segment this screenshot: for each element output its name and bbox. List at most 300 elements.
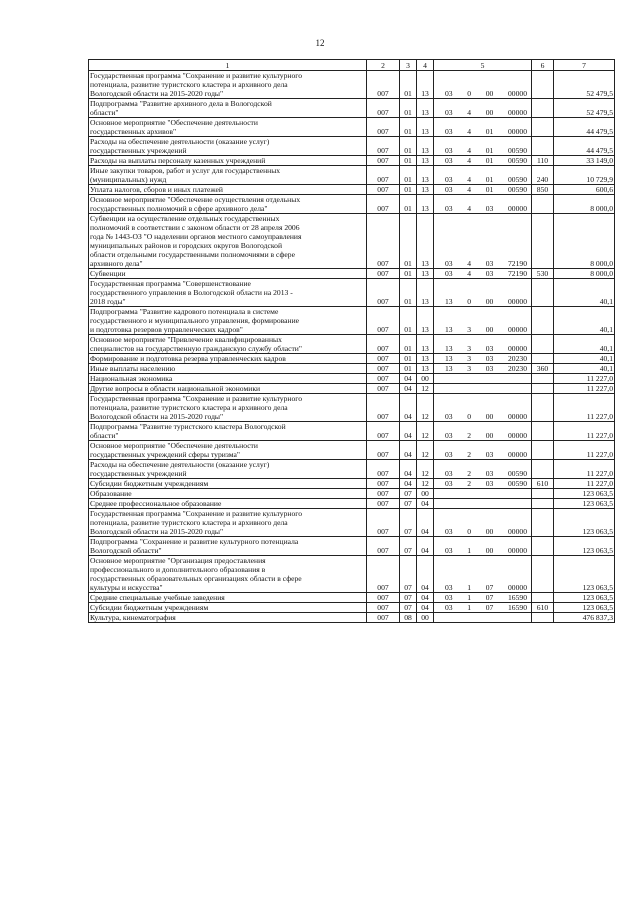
header-cell: 5 [434,60,532,71]
target-article-code [435,156,530,165]
row-code-subsection: 13 [417,99,434,118]
header-cell: 3 [400,60,417,71]
target-code-part: 07 [485,593,494,602]
row-name: Субсидии бюджетным учреждениям [89,479,367,489]
row-name: Формирование и подготовка резерва управленческих кадров [89,354,367,364]
row-amount: 123 063,5 [554,499,615,509]
row-amount: 33 149,0 [554,156,615,166]
row-code-ministry: 007 [367,166,400,185]
row-name: Основное мероприятие "Обеспечение осуществления отдельных государственных полномочий в сфере архивного дела" [89,195,367,214]
row-amount: 11 227,0 [554,384,615,394]
row-expense-type [532,374,554,384]
row-code-ministry: 007 [367,185,400,195]
row-code-subsection: 12 [417,460,434,479]
row-code-ministry: 007 [367,613,400,623]
target-article-code [435,344,530,353]
row-target-article [434,99,532,118]
row-code-subsection: 00 [417,374,434,384]
table-row [89,394,615,422]
table-row [89,279,615,307]
target-code-part: 03 [445,204,453,213]
target-code-part: 4 [467,108,472,117]
target-article-code [435,412,530,421]
row-code-section: 01 [400,99,417,118]
row-code-ministry: 007 [367,509,400,537]
row-target-article [434,509,532,537]
row-name: Государственная программа "Совершенствование государственного управления в Вологодской области на 2013 - 2018 годы" [89,279,367,307]
row-code-section: 01 [400,118,417,137]
target-code-part: 01 [485,175,494,184]
row-amount: 123 063,5 [554,509,615,537]
target-code-part: 03 [445,89,453,98]
row-name: Культура, кинематография [89,613,367,623]
row-code-ministry: 007 [367,479,400,489]
row-code-subsection: 04 [417,603,434,613]
row-code-section: 07 [400,537,417,556]
target-code-part: 4 [467,146,472,155]
target-code-part: 03 [485,344,494,353]
row-expense-type [532,384,554,394]
table-row [89,307,615,335]
target-code-part: 4 [467,185,472,194]
row-name: Расходы на выплаты персоналу казенных учреждений [89,156,367,166]
row-code-subsection: 04 [417,509,434,537]
row-expense-type [532,556,554,593]
target-code-part: 3 [467,364,472,373]
target-code-part: 07 [485,603,494,612]
target-article-code [435,297,530,306]
row-amount: 11 227,0 [554,374,615,384]
row-amount: 8 000,0 [554,214,615,269]
target-code-part: 16590 [508,593,527,602]
row-target-article [434,195,532,214]
table-row [89,166,615,185]
target-article-code [435,364,530,373]
row-code-section: 01 [400,214,417,269]
row-code-subsection: 13 [417,354,434,364]
target-code-part: 00590 [508,479,527,488]
row-name: Другие вопросы в области национальной экономики [89,384,367,394]
row-code-ministry: 007 [367,603,400,613]
target-code-part: 4 [467,259,472,268]
row-code-ministry: 007 [367,137,400,156]
target-article-code [435,593,530,602]
row-code-section: 07 [400,509,417,537]
row-amount: 123 063,5 [554,556,615,593]
row-code-section: 01 [400,137,417,156]
row-expense-type [532,489,554,499]
row-target-article [434,335,532,354]
row-target-article [434,537,532,556]
row-code-ministry: 007 [367,489,400,499]
row-amount: 40,1 [554,335,615,354]
row-code-ministry: 007 [367,118,400,137]
row-code-section: 04 [400,384,417,394]
row-expense-type [532,509,554,537]
target-article-code [435,546,530,555]
row-expense-type [532,394,554,422]
target-article-code [435,325,530,334]
row-code-ministry: 007 [367,374,400,384]
row-code-section: 04 [400,394,417,422]
row-code-subsection: 13 [417,166,434,185]
target-code-part: 00 [485,431,494,440]
row-code-ministry: 007 [367,394,400,422]
row-name: Субсидии бюджетным учреждениям [89,603,367,613]
row-name: Иные выплаты населению [89,364,367,374]
target-code-part: 03 [445,156,453,165]
target-code-part: 20230 [508,364,527,373]
target-code-part: 00590 [508,469,527,478]
target-code-part: 00590 [508,156,527,165]
target-code-part: 03 [445,185,453,194]
row-name: Подпрограмма "Развитие архивного дела в Вологодской области" [89,99,367,118]
row-code-subsection: 13 [417,195,434,214]
row-code-ministry: 007 [367,556,400,593]
row-code-ministry: 007 [367,354,400,364]
target-code-part: 03 [445,450,453,459]
row-target-article [434,394,532,422]
row-code-subsection: 13 [417,214,434,269]
row-code-section: 01 [400,166,417,185]
row-amount: 123 063,5 [554,537,615,556]
row-code-ministry: 007 [367,71,400,99]
row-target-article [434,422,532,441]
target-code-part: 03 [485,364,494,373]
row-expense-type [532,613,554,623]
target-code-part: 4 [467,175,472,184]
row-expense-type [532,593,554,603]
target-code-part: 00000 [508,204,527,213]
row-target-article [434,354,532,364]
table-row [89,195,615,214]
target-code-part: 01 [485,185,494,194]
row-expense-type: 610 [532,479,554,489]
row-code-subsection: 04 [417,537,434,556]
target-code-part: 4 [467,156,472,165]
row-target-article [434,603,532,613]
table-row [89,374,615,384]
table-row [89,364,615,374]
row-amount: 11 227,0 [554,479,615,489]
table-row [89,556,615,593]
row-code-subsection: 12 [417,422,434,441]
row-name: Уплата налогов, сборов и иных платежей [89,185,367,195]
target-code-part: 1 [467,603,472,612]
row-code-subsection: 00 [417,489,434,499]
row-target-article [434,441,532,460]
row-amount: 11 227,0 [554,441,615,460]
row-code-section: 04 [400,441,417,460]
row-code-section: 01 [400,354,417,364]
row-expense-type: 360 [532,364,554,374]
target-article-code [435,127,530,136]
row-code-subsection: 04 [417,499,434,509]
table-row [89,489,615,499]
row-name: Подпрограмма "Развитие туристского кластера Вологодской области" [89,422,367,441]
target-code-part: 72190 [508,269,527,278]
row-code-section: 07 [400,593,417,603]
target-code-part: 4 [467,127,472,136]
row-code-section: 01 [400,335,417,354]
row-expense-type: 530 [532,269,554,279]
target-article-code [435,259,530,268]
row-code-section: 01 [400,71,417,99]
target-code-part: 00000 [508,127,527,136]
row-target-article [434,593,532,603]
row-code-subsection: 13 [417,118,434,137]
target-code-part: 01 [485,146,494,155]
budget-table [88,59,615,623]
row-name: Основное мероприятие "Обеспечение деятельности государственных архивов" [89,118,367,137]
row-amount: 44 479,5 [554,137,615,156]
target-code-part: 03 [445,431,453,440]
row-code-section: 07 [400,499,417,509]
table-row [89,71,615,99]
target-code-part: 00 [485,527,494,536]
target-code-part: 00 [485,108,494,117]
row-expense-type [532,137,554,156]
row-amount: 476 837,3 [554,613,615,623]
target-code-part: 00000 [508,325,527,334]
row-expense-type: 610 [532,603,554,613]
row-name: Основное мероприятие "Привлечение квалифицированных специалистов на государственную гражданскую службу области" [89,335,367,354]
target-code-part: 16590 [508,603,527,612]
target-code-part: 00000 [508,546,527,555]
target-code-part: 00000 [508,297,527,306]
target-code-part: 00 [485,89,494,98]
target-code-part: 2 [467,469,472,478]
row-target-article [434,613,532,623]
table-row [89,156,615,166]
header-cell: 4 [417,60,434,71]
row-amount: 600,6 [554,185,615,195]
target-article-code [435,185,530,194]
row-code-ministry: 007 [367,269,400,279]
row-expense-type [532,71,554,99]
row-amount: 10 729,9 [554,166,615,185]
table-row [89,537,615,556]
table-row [89,269,615,279]
row-expense-type [532,99,554,118]
target-code-part: 4 [467,269,472,278]
target-code-part: 03 [445,527,453,536]
table-row [89,499,615,509]
table-row [89,118,615,137]
target-code-part: 03 [485,469,494,478]
row-amount: 123 063,5 [554,603,615,613]
table-body [89,71,615,623]
target-code-part: 2 [467,431,472,440]
row-code-section: 07 [400,556,417,593]
row-expense-type [532,118,554,137]
row-name: Государственная программа "Сохранение и развитие культурного потенциала, развитие туристского кластера и архивного дела Вологодской области на 2015-2020 годы" [89,394,367,422]
target-code-part: 03 [485,204,494,213]
row-target-article [434,307,532,335]
target-article-code [435,175,530,184]
row-target-article [434,156,532,166]
target-code-part: 13 [445,354,453,363]
target-code-part: 03 [485,479,494,488]
target-code-part: 00000 [508,527,527,536]
row-name: Расходы на обеспечение деятельности (оказание услуг) государственных учреждений [89,137,367,156]
row-code-section: 01 [400,307,417,335]
row-code-section: 07 [400,603,417,613]
row-code-ministry: 007 [367,422,400,441]
target-code-part: 00 [485,412,494,421]
row-target-article [434,137,532,156]
row-expense-type [532,499,554,509]
row-expense-type: 850 [532,185,554,195]
row-code-subsection: 12 [417,384,434,394]
target-code-part: 3 [467,344,472,353]
row-code-subsection: 12 [417,479,434,489]
row-name: Среднее профессиональное образование [89,499,367,509]
target-code-part: 00590 [508,185,527,194]
target-code-part: 03 [445,479,453,488]
target-code-part: 00000 [508,108,527,117]
target-code-part: 03 [445,593,453,602]
target-code-part: 0 [467,527,472,536]
target-code-part: 00000 [508,344,527,353]
row-code-ministry: 007 [367,195,400,214]
target-code-part: 2 [467,450,472,459]
table-row [89,509,615,537]
row-target-article [434,460,532,479]
header-cell: 6 [532,60,554,71]
target-code-part: 3 [467,325,472,334]
target-code-part: 00000 [508,412,527,421]
row-target-article [434,269,532,279]
row-code-subsection: 13 [417,137,434,156]
target-code-part: 2 [467,479,472,488]
row-code-section: 04 [400,460,417,479]
row-code-ministry: 007 [367,335,400,354]
row-target-article [434,479,532,489]
row-code-ministry: 007 [367,307,400,335]
row-code-ministry: 007 [367,593,400,603]
row-code-subsection: 04 [417,556,434,593]
row-code-section: 04 [400,374,417,384]
row-code-ministry: 007 [367,156,400,166]
target-article-code [435,583,530,592]
target-code-part: 00000 [508,450,527,459]
row-name: Расходы на обеспечение деятельности (оказание услуг) государственных учреждений [89,460,367,479]
target-article-code [435,354,530,363]
row-code-subsection: 13 [417,307,434,335]
row-code-ministry: 007 [367,441,400,460]
row-code-subsection: 13 [417,156,434,166]
table-row [89,335,615,354]
row-target-article [434,71,532,99]
target-code-part: 0 [467,89,472,98]
table-row [89,185,615,195]
row-expense-type [532,460,554,479]
row-code-ministry: 007 [367,537,400,556]
target-code-part: 03 [445,127,453,136]
row-code-ministry: 007 [367,499,400,509]
row-expense-type: 240 [532,166,554,185]
row-expense-type [532,195,554,214]
row-code-section: 08 [400,613,417,623]
row-amount: 8 000,0 [554,269,615,279]
target-code-part: 1 [467,593,472,602]
target-code-part: 3 [467,354,472,363]
row-target-article [434,556,532,593]
row-target-article [434,118,532,137]
row-code-section: 01 [400,269,417,279]
target-code-part: 00 [485,546,494,555]
target-code-part: 03 [445,412,453,421]
target-code-part: 00 [485,297,494,306]
row-amount: 123 063,5 [554,593,615,603]
row-code-subsection: 00 [417,613,434,623]
header-cell: 2 [367,60,400,71]
row-amount: 123 063,5 [554,489,615,499]
target-code-part: 03 [485,269,494,278]
target-code-part: 72190 [508,259,527,268]
row-code-section: 07 [400,489,417,499]
row-target-article [434,364,532,374]
row-code-ministry: 007 [367,279,400,307]
target-code-part: 20230 [508,354,527,363]
table-row [89,422,615,441]
target-article-code [435,469,530,478]
target-code-part: 03 [445,146,453,155]
row-target-article [434,489,532,499]
target-code-part: 07 [485,583,494,592]
row-name: Подпрограмма "Развитие кадрового потенциала в системе государственного и муниципального управления, формирование и подготовка резервов управленческих кадров" [89,307,367,335]
row-code-ministry: 007 [367,214,400,269]
row-code-section: 04 [400,479,417,489]
table-row [89,479,615,489]
row-amount: 8 000,0 [554,195,615,214]
table-row [89,214,615,269]
row-expense-type [532,422,554,441]
table-row [89,460,615,479]
header-row [89,60,615,71]
target-code-part: 03 [485,354,494,363]
target-article-code [435,146,530,155]
row-code-section: 01 [400,364,417,374]
target-article-code [435,527,530,536]
row-expense-type [532,279,554,307]
row-target-article [434,384,532,394]
header-cell: 7 [554,60,615,71]
target-code-part: 03 [445,269,453,278]
row-code-subsection: 13 [417,364,434,374]
row-code-section: 01 [400,156,417,166]
row-code-ministry: 007 [367,384,400,394]
row-name: Образование [89,489,367,499]
table-row [89,137,615,156]
row-amount: 40,1 [554,279,615,307]
target-article-code [435,204,530,213]
row-code-subsection: 13 [417,185,434,195]
target-code-part: 1 [467,583,472,592]
row-code-section: 01 [400,195,417,214]
target-code-part: 03 [445,108,453,117]
row-code-section: 04 [400,422,417,441]
target-code-part: 00000 [508,583,527,592]
target-code-part: 00590 [508,146,527,155]
target-code-part: 0 [467,412,472,421]
row-expense-type [532,335,554,354]
row-code-section: 01 [400,185,417,195]
row-expense-type [532,307,554,335]
target-article-code [435,269,530,278]
row-name: Средние специальные учебные заведения [89,593,367,603]
